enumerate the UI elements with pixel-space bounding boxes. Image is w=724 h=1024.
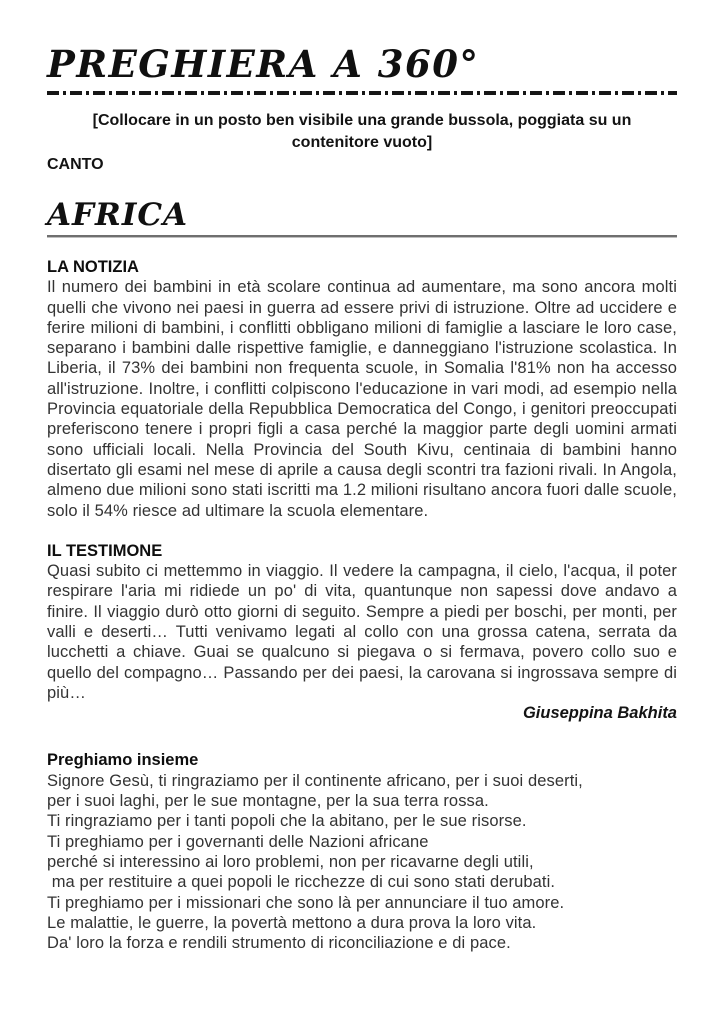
document-title: PREGHIERA A 360°: [47, 42, 480, 86]
canto-label: CANTO: [47, 156, 104, 173]
il-testimone-heading: IL TESTIMONE: [47, 541, 163, 560]
title-dash-dot-divider: [47, 91, 677, 95]
prayer-line: ma per restituire a quei popoli le ricchezze di cui sono stati derubati.: [47, 873, 556, 892]
prayer-line: perché si interessino ai loro problemi, non per ricavarne degli utili,: [47, 853, 534, 872]
prayer-line: Le malattie, le guerre, la povertà mettono a dura prova la loro vita.: [47, 913, 537, 932]
prayer-line: Ti ringraziamo per i tanti popoli che la abitano, per le sue risorse.: [47, 812, 527, 831]
prayer-line: Signore Gesù, ti ringraziamo per il continente africano, per i suoi deserti,: [47, 771, 583, 790]
prayer-line: Da' loro la forza e rendili strumento di riconciliazione e di pace.: [47, 934, 511, 953]
la-notizia-body: Il numero dei bambini in età scolare continua ad aumentare, ma sono ancora molti quelli che vivono nei paesi in guerra ad essere privi di istruzione. Oltre ad uccidere e ferire milioni di bambini, i conflitti obbligano milioni di famiglie a lasciare le loro case, separano i bambini dalle rispettive famiglie, e danneggiano l'istruzione scolastica. In Liberia, il 73% dei bambini non frequenta scuole, in Somalia l'81% non ha accesso all'istruzione. Inoltre, i conflitti colpiscono l'educazione in vari modi, ad esempio nella Provincia equatoriale della Repubblica Democratica del Congo, i genitori preoccupati preferiscono tenere i propri figli a casa perché la maggior parte degli uomini armati sono ufficiali locali. Nella Provincia del South Kivu, centinaia di bambini hanno disertato gli esami nel mese di aprile a causa degli scontri tra fazioni rivali. In Angola, almeno due milioni sono stati iscritti ma 1.2 milioni risultano ancora fuori dalle scuole, solo il 54% riesce ad ultimare la scuola elementare.: [47, 278, 677, 520]
stage-direction: [47, 110, 677, 154]
prayer-block: [47, 771, 677, 954]
section-divider: [47, 235, 677, 238]
prayer-line: Ti preghiamo per i missionari che sono là per annunciare il tuo amore.: [47, 893, 565, 912]
section-heading-africa: AFRICA: [47, 197, 189, 233]
prayer-line: Ti preghiamo per i governanti delle Nazioni africane: [47, 832, 429, 851]
prayer-line: per i suoi laghi, per le sue montagne, per la sua terra rossa.: [47, 792, 489, 811]
il-testimone-body: Quasi subito ci mettemmo in viaggio. Il vedere la campagna, il cielo, l'acqua, il poter respirare l'aria mi ridiede un po' di vita, quantunque non sapessi dove andavo a finire. Il viaggio durò otto giorni di seguito. Sempre a piedi per boschi, per monti, per valli e deserti… Tutti venivamo legati al collo con una grossa catena, serrata da lucchetti a chiave. Guai se qualcuno si piegava o si fermava, povero collo suo e quello del compagno… Passando per dei paesi, la carovana si ingrossava sempre di più…: [47, 562, 677, 702]
la-notizia-heading: LA NOTIZIA: [47, 258, 139, 276]
preghiamo-heading: Preghiamo insieme: [47, 750, 199, 769]
stage-direction-line: contenitore vuoto]: [291, 134, 433, 151]
stage-direction-line: [Collocare in un posto ben visibile una grande bussola, poggiata su un: [92, 112, 632, 129]
attribution-giuseppina-bakhita: Giuseppina Bakhita: [522, 704, 677, 723]
